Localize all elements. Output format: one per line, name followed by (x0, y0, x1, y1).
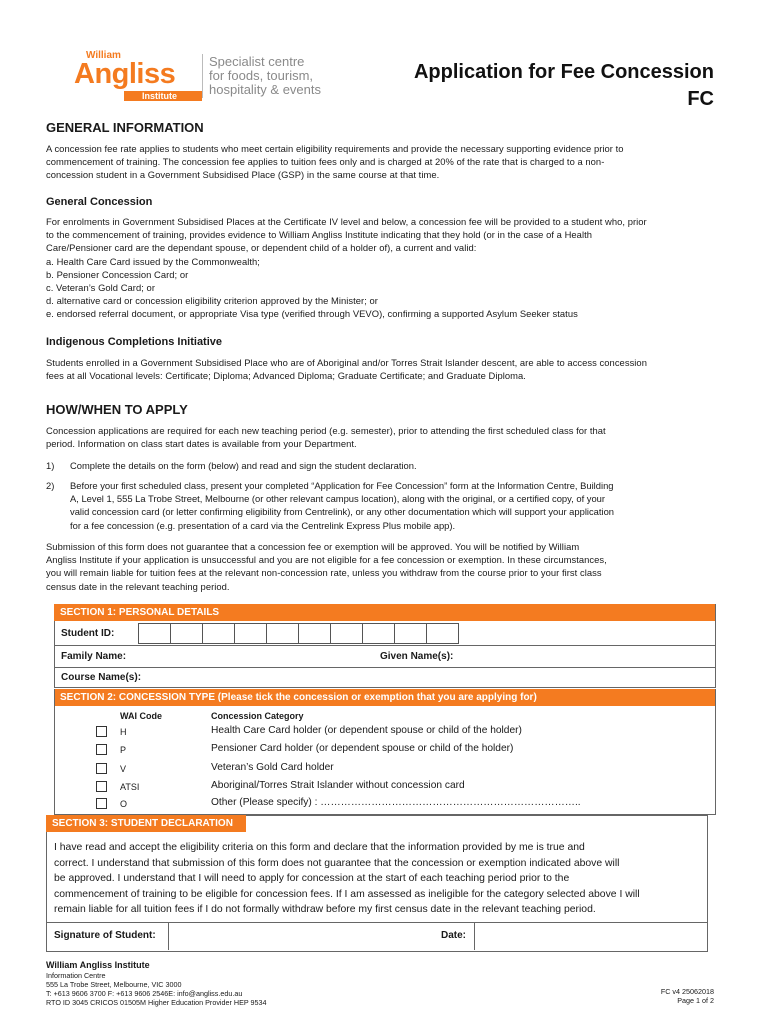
footer-address (46, 971, 267, 1007)
logo-institute: Institute (142, 91, 177, 101)
text-line: concession student in a Government Subsidised Place (GSP) in the same course at that time. (46, 169, 440, 181)
general-concession-heading: General Concession (46, 196, 153, 208)
signature-field[interactable] (170, 923, 435, 949)
footer-line: Information Centre (46, 971, 106, 980)
category-o: Other (Please specify) : ………………………………………………………………….. (211, 797, 581, 808)
category-h: Health Care Card holder (or dependent spouse or child of the holder) (211, 725, 522, 736)
footer-org: William Angliss Institute (46, 960, 150, 970)
row-divider (54, 645, 715, 646)
general-heading: GENERAL INFORMATION (46, 120, 204, 135)
text-line: Care/Pensioner card are the dependant spouse, or dependent child of a holder of), a current and valid: (46, 242, 477, 254)
tagline (209, 55, 321, 97)
how-note (46, 540, 746, 593)
indigenous-paragraph (46, 356, 746, 382)
section1-title: SECTION 1: PERSONAL DETAILS (60, 607, 220, 618)
student-id-digit[interactable] (330, 623, 363, 644)
student-id-digit[interactable] (202, 623, 235, 644)
checkbox-atsi[interactable] (96, 781, 107, 792)
signature-divider (168, 922, 169, 950)
list-item: d. alternative card or concession eligibility criterion approved by the Minister; or (46, 295, 378, 307)
category-p: Pensioner Card holder (or dependent spouse or child of the holder) (211, 743, 514, 754)
given-names-field[interactable] (465, 647, 710, 665)
section3-header (46, 815, 246, 832)
text-line: remain liable for all tuition fees if I do not formally withdraw before my first census date in the relevant teaching period. (54, 904, 596, 916)
text-line: Complete the details on the form (below) and read and sign the student declaration. (70, 460, 417, 471)
logo-divider (202, 54, 203, 98)
text-line: valid concession card (or letter confirming eligibility from Centrelink), or any other documentation which will support your application (70, 506, 614, 518)
date-divider (474, 922, 475, 950)
text-line: Submission of this form does not guarantee that a concession fee or exemption will be approved. You will be notified by William (46, 541, 580, 552)
date-field[interactable] (476, 923, 705, 949)
family-name-label: Family Name: (61, 651, 127, 662)
footer-line: RTO ID 3045 CRICOS 01505M Higher Education Provider HEP 9534 (46, 998, 267, 1007)
signature-label: Signature of Student: (54, 930, 156, 941)
text-line: I have read and accept the eligibility criteria on this form and declare that the information provided by me is true and (54, 842, 585, 853)
logo-angliss: Angliss (74, 58, 176, 90)
given-names-label: Given Name(s): (380, 651, 454, 662)
text-line: for a fee concession (e.g. presentation of a card via the Centrelink Express Plus mobile app). (70, 519, 456, 531)
wai-code-o: O (120, 799, 128, 809)
general-paragraph (46, 142, 746, 182)
text-line: For enrolments in Government Subsidised Places at the Certificate IV level and below, a concession fee will be provided to a student who, prior (46, 216, 647, 227)
document-code: FC (687, 88, 714, 110)
how-intro (46, 424, 746, 450)
student-id-digit[interactable] (298, 623, 331, 644)
section2-title: SECTION 2: CONCESSION TYPE (Please tick the concession or exemption that you are applying for) (60, 692, 537, 703)
wai-code-atsi: ATSI (120, 782, 140, 792)
student-id-digit[interactable] (426, 623, 459, 644)
checkbox-o[interactable] (96, 798, 107, 809)
text-line: Students enrolled in a Government Subsidised Place who are of Aboriginal and/or Torres Strait Islander descent, are able to access concession (46, 357, 647, 368)
text-line: correct. I understand that submission of this form does not guarantee that the concession or exemption indicated above will (54, 857, 620, 869)
wai-code-header: WAI Code (120, 711, 162, 721)
document-title: Application for Fee Concession (413, 61, 714, 83)
general-concession-paragraph (46, 215, 746, 321)
student-id-boxes[interactable] (138, 623, 466, 643)
logo (70, 52, 210, 100)
student-id-digit[interactable] (266, 623, 299, 644)
list-item: b. Pensioner Concession Card; or (46, 268, 189, 280)
how-heading: HOW/WHEN TO APPLY (46, 402, 188, 417)
course-name-label: Course Name(s): (61, 672, 142, 683)
date-label: Date: (441, 930, 467, 941)
wai-code-v: V (120, 764, 127, 774)
text-line: commencement of training to be eligible for concession fees. If I am assessed as ineligible for the category selected above I will (54, 888, 640, 900)
text-line: A, Level 1, 555 La Trobe Street, Melbourne (or other relevant campus location), along with the original, or a certified copy, of your (70, 493, 606, 505)
indigenous-heading: Indigenous Completions Initiative (46, 336, 223, 348)
text-line: Concession applications are required for each new teaching period (e.g. semester), prior to attending the first scheduled class for that (46, 425, 606, 436)
tagline-line: hospitality & events (209, 82, 322, 97)
text-line: Angliss Institute if your application is unsuccessful and you are not eligible for a fee concession or exemption. In these circumstances, (46, 554, 607, 566)
student-id-digit[interactable] (170, 623, 203, 644)
checkbox-h[interactable] (96, 726, 107, 737)
student-id-digit[interactable] (362, 623, 395, 644)
step-text (70, 459, 750, 472)
concession-category-header: Concession Category (211, 711, 304, 721)
footer-page-number: Page 1 of 2 (677, 996, 714, 1005)
logo-william: William (86, 50, 121, 61)
list-item: e. endorsed referral document, or appropriate Visa type (verified through VEVO), confirming a supported Asylum Seeker status (46, 308, 578, 320)
category-v: Veteran’s Gold Card holder (211, 762, 334, 773)
tagline-line: for foods, tourism, (209, 68, 314, 83)
student-id-digit[interactable] (234, 623, 267, 644)
text-line: period. Information on class start dates is available from your Department. (46, 438, 357, 450)
wai-code-p: P (120, 745, 127, 755)
text-line: fees at all Vocational levels: Certificate; Diploma; Advanced Diploma; Graduate Certificate; and Graduate Diploma. (46, 370, 526, 382)
footer-version: FC v4 25062018 (660, 987, 714, 996)
row-divider (54, 667, 715, 668)
section1-header (54, 604, 715, 621)
text-line: you will remain liable for tuition fees at the relevant non-concession rate, unless you withdraw from the course prior to your first class (46, 567, 602, 579)
footer-line: 555 La Trobe Street, Melbourne, VIC 3000 (46, 980, 182, 989)
checkbox-v[interactable] (96, 763, 107, 774)
list-item: c. Veteran’s Gold Card; or (46, 282, 155, 294)
category-atsi: Aboriginal/Torres Strait Islander without concession card (211, 780, 465, 791)
checkbox-p[interactable] (96, 744, 107, 755)
step-number: 2) (46, 480, 55, 491)
text-line: commencement of training. The concession fee applies to tuition fees only and is charged at 20% of the rate that is charged to a non- (46, 156, 605, 168)
tagline-line: Specialist centre (209, 54, 305, 69)
student-id-label: Student ID: (61, 628, 115, 639)
step-text (70, 479, 750, 532)
student-id-digit[interactable] (138, 623, 171, 644)
wai-code-h: H (120, 727, 127, 737)
family-name-field[interactable] (140, 647, 375, 665)
footer-line: T: +613 9606 3700 F: +613 9606 2546E: info@angliss.edu.au (46, 989, 243, 998)
text-line: be approved. I understand that I will need to apply for concession at the start of each teaching period prior to the (54, 873, 570, 885)
text-line: to the commencement of training, provides evidence to William Angliss Institute indicating that they hold (or in the case of a Health (46, 229, 592, 241)
text-line: A concession fee rate applies to students who meet certain eligibility requirements and provide the necessary supporting evidence prior to (46, 143, 624, 154)
text-line: Before your first scheduled class, present your completed “Application for Fee Concession” form at the Information Centre, Building (70, 480, 614, 491)
declaration-text (54, 840, 704, 918)
step-number: 1) (46, 460, 55, 471)
text-line: census date in the relevant teaching period. (46, 580, 230, 592)
student-id-digit[interactable] (394, 623, 427, 644)
section3-title: SECTION 3: STUDENT DECLARATION (52, 818, 233, 829)
course-name-field[interactable] (150, 669, 710, 685)
list-item: a. Health Care Card issued by the Commonwealth; (46, 255, 260, 267)
